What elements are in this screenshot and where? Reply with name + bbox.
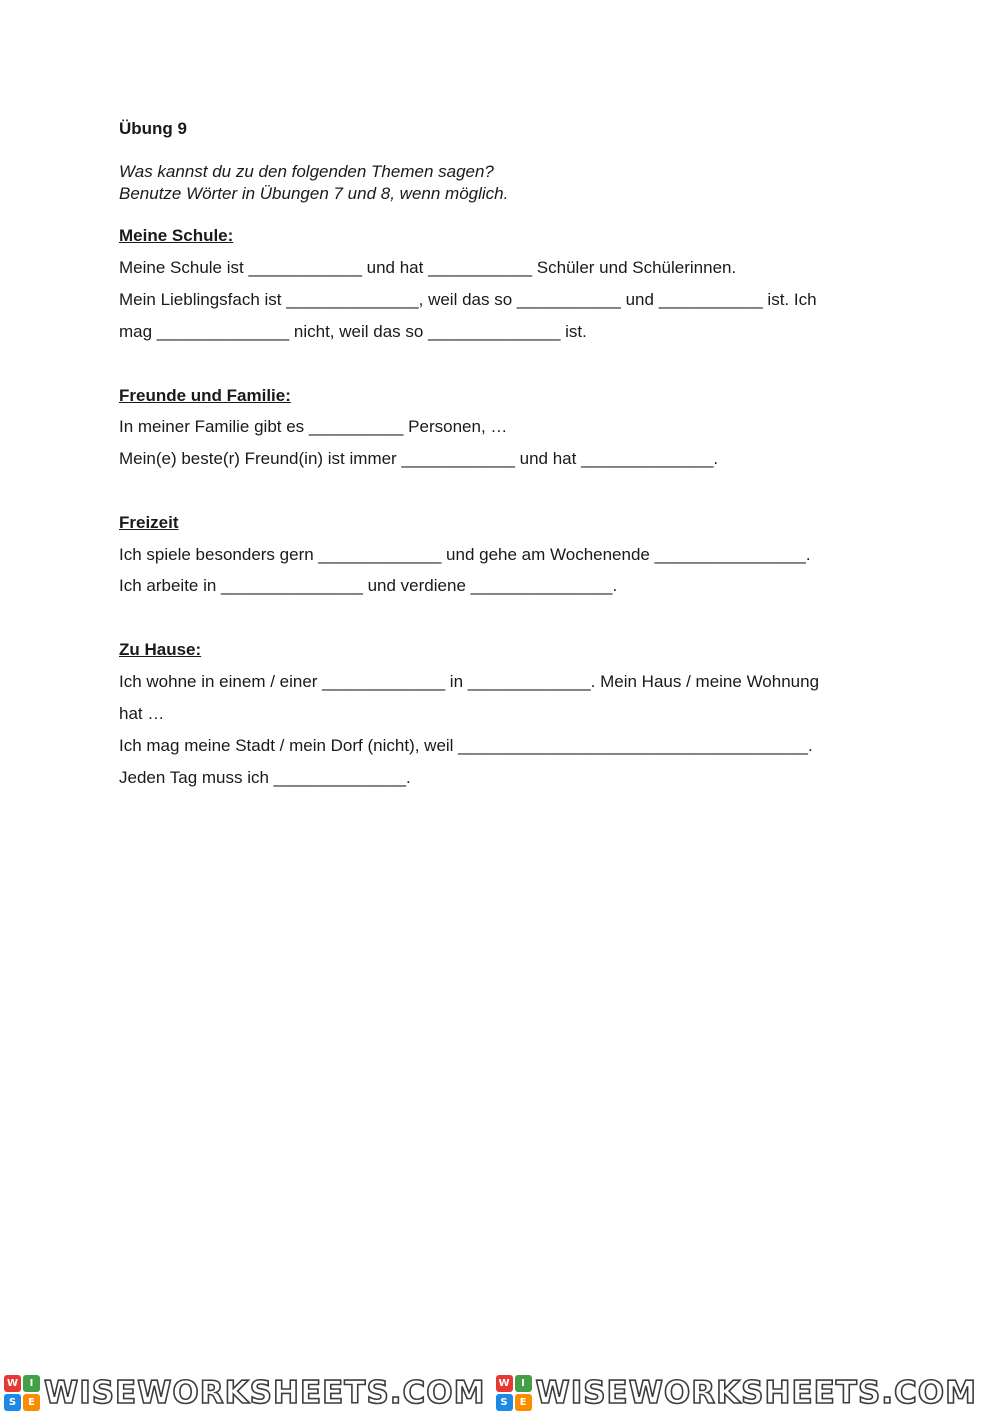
freetime-line-1: Ich spiele besonders gern _____________ und gehe am Wochenende ________________.	[119, 545, 811, 564]
home-line-1: Ich wohne in einem / einer _____________ in _____________. Mein Haus / meine Wohnung	[119, 672, 820, 691]
home-line-3: Ich mag meine Stadt / mein Dorf (nicht), weil _____________________________________.	[119, 736, 813, 755]
logo-letter-w: W	[4, 1375, 21, 1392]
freetime-line-2: Ich arbeite in _______________ und verdiene _______________.	[119, 576, 618, 595]
footer-watermark	[0, 1372, 1000, 1413]
school-line-1: Meine Schule ist ____________ und hat ___________ Schüler und Schülerinnen.	[119, 258, 737, 277]
exercise-instructions	[119, 161, 508, 205]
school-line-2: Mein Lieblingsfach ist ______________, weil das so ___________ und ___________ ist. Ich	[119, 290, 817, 309]
exercise-title: Übung 9	[119, 119, 187, 138]
logo-letter-s: S	[4, 1394, 21, 1411]
instruction-line-2: Benutze Wörter in Übungen 7 und 8, wenn möglich.	[119, 184, 509, 203]
school-line-3: mag ______________ nicht, weil das so ______________ ist.	[119, 322, 587, 341]
logo-letter-w: W	[496, 1375, 513, 1392]
brand-logo-icon	[496, 1375, 532, 1411]
brand-text: WISEWORKSHEETS.COM	[44, 1374, 486, 1411]
section-heading-meine-schule: Meine Schule:	[119, 226, 234, 245]
brand-logo-icon	[4, 1375, 40, 1411]
home-line-4: Jeden Tag muss ich ______________.	[119, 768, 411, 787]
brand-watermark-1	[4, 1375, 486, 1411]
logo-letter-e: E	[23, 1394, 40, 1411]
section-heading-freizeit: Freizeit	[119, 513, 179, 532]
family-line-2: Mein(e) beste(r) Freund(in) ist immer ____________ und hat ______________.	[119, 449, 719, 468]
logo-letter-s: S	[496, 1394, 513, 1411]
home-line-2: hat …	[119, 704, 165, 723]
brand-watermark-2	[496, 1375, 978, 1411]
logo-letter-e: E	[515, 1394, 532, 1411]
logo-letter-i: I	[515, 1375, 532, 1392]
section-heading-freunde-familie: Freunde und Familie:	[119, 386, 291, 405]
section-heading-zu-hause: Zu Hause:	[119, 640, 202, 659]
instruction-line-1: Was kannst du zu den folgenden Themen sagen?	[119, 162, 494, 181]
family-line-1: In meiner Familie gibt es __________ Personen, …	[119, 417, 508, 436]
logo-letter-i: I	[23, 1375, 40, 1392]
brand-text: WISEWORKSHEETS.COM	[535, 1374, 977, 1411]
